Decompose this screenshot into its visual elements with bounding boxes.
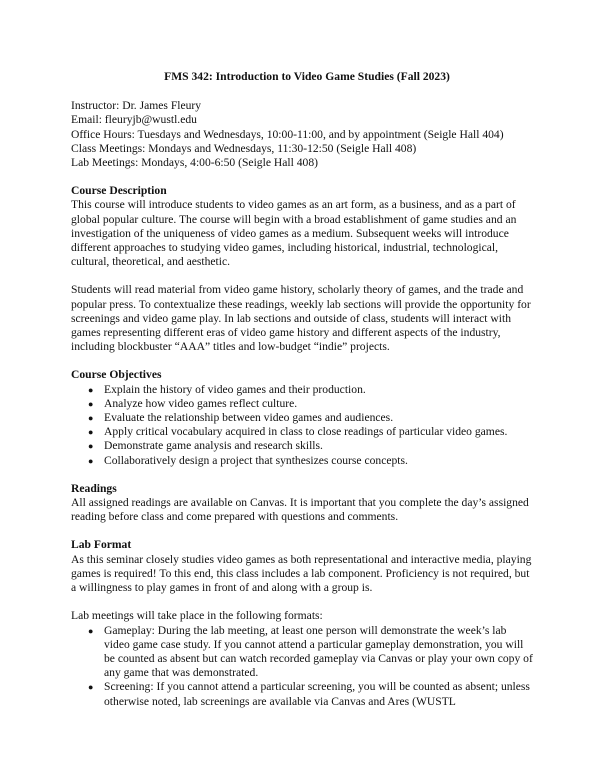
list-item xyxy=(71,624,533,681)
course-description-section xyxy=(71,184,533,354)
list-item-text: Analyze how video games reflect culture. xyxy=(104,396,298,410)
info-lab-meetings: Lab Meetings: Mondays, 4:00-6:50 (Seigle Hall 408) xyxy=(71,156,318,170)
course-description-para-1: This course will introduce students to video games as an art form, as a business, and as a part of global popular culture. The course will begin with a broad establishment of game studies and an investigation of the uniqueness of video games as a medium. Subsequent weeks will introduce different approaches to studying video games, including historical, industrial, technological, cultural, theoretical, and aesthetic. xyxy=(71,198,517,269)
course-objectives-section xyxy=(71,368,533,467)
list-item-text: Screening: If you cannot attend a particular screening, you will be counted as absent; unless otherwise noted, lab screenings are available via Canvas and Ares (WUSTL xyxy=(104,680,530,708)
list-item xyxy=(71,411,533,425)
bullet-icon: ● xyxy=(88,398,94,409)
readings-text: All assigned readings are available on Canvas. It is important that you complete the day’s assigned reading before class and come prepared with questions and comments. xyxy=(71,496,529,524)
document-page xyxy=(71,70,533,723)
list-item xyxy=(71,680,533,708)
bullet-icon: ● xyxy=(88,413,94,424)
list-item-text: Gameplay: During the lab meeting, at least one person will demonstrate the week’s lab video game case study. If you cannot attend a particular gameplay demonstration, you will be counted as absent but can watch recorded gameplay via Canvas or play your own copy of any game that was demonstrated. xyxy=(104,623,533,680)
info-class-meetings: Class Meetings: Mondays and Wednesdays, 11:30-12:50 (Seigle Hall 408) xyxy=(71,141,417,155)
lab-format-para-1: As this seminar closely studies video games as both representational and interactive media, playing games is required! To this end, this class includes a lab component. Proficiency is not required, but a willingness to play games in front of and along with a group is. xyxy=(71,552,532,595)
lab-format-para-2: Lab meetings will take place in the following formats: xyxy=(71,609,323,623)
lab-format-section xyxy=(71,538,533,708)
bullet-icon: ● xyxy=(88,682,94,693)
bullet-icon: ● xyxy=(88,441,94,452)
course-objectives-heading: Course Objectives xyxy=(71,368,162,382)
readings-heading: Readings xyxy=(71,481,117,495)
info-instructor: Instructor: Dr. James Fleury xyxy=(71,99,202,113)
bullet-icon: ● xyxy=(88,427,94,438)
list-item xyxy=(71,397,533,411)
bullet-icon: ● xyxy=(88,455,94,466)
course-objectives-list xyxy=(71,383,533,468)
list-item xyxy=(71,454,533,468)
list-item-text: Evaluate the relationship between video games and audiences. xyxy=(104,411,394,425)
list-item-text: Collaboratively design a project that synthesizes course concepts. xyxy=(104,453,408,467)
course-description-heading: Course Description xyxy=(71,184,167,198)
list-item xyxy=(71,439,533,453)
course-description-para-2: Students will read material from video game history, scholarly theory of games, and the trade and popular press. To contextualize these readings, weekly lab sections will provide the opportunity for screenings and video game play. In lab sections and outside of class, students will interact with games representing different eras of video game history and different aspects of the industry, including blockbuster “AAA” titles and low-budget “indie” projects. xyxy=(71,283,531,354)
lab-format-list xyxy=(71,624,533,709)
bullet-icon: ● xyxy=(88,384,94,395)
instructor-info xyxy=(71,99,533,170)
list-item xyxy=(71,425,533,439)
document-title: FMS 342: Introduction to Video Game Studies (Fall 2023) xyxy=(164,70,450,83)
list-item-text: Demonstrate game analysis and research skills. xyxy=(104,439,323,453)
readings-section xyxy=(71,482,533,525)
list-item-text: Explain the history of video games and their production. xyxy=(104,382,366,396)
info-email: Email: fleuryjb@wustl.edu xyxy=(71,113,197,127)
lab-format-heading: Lab Format xyxy=(71,538,132,552)
bullet-icon: ● xyxy=(88,625,94,636)
list-item xyxy=(71,383,533,397)
list-item-text: Apply critical vocabulary acquired in class to close readings of particular video games. xyxy=(104,425,508,439)
info-office-hours: Office Hours: Tuesdays and Wednesdays, 10:00-11:00, and by appointment (Seigle Hall 404) xyxy=(71,127,504,141)
